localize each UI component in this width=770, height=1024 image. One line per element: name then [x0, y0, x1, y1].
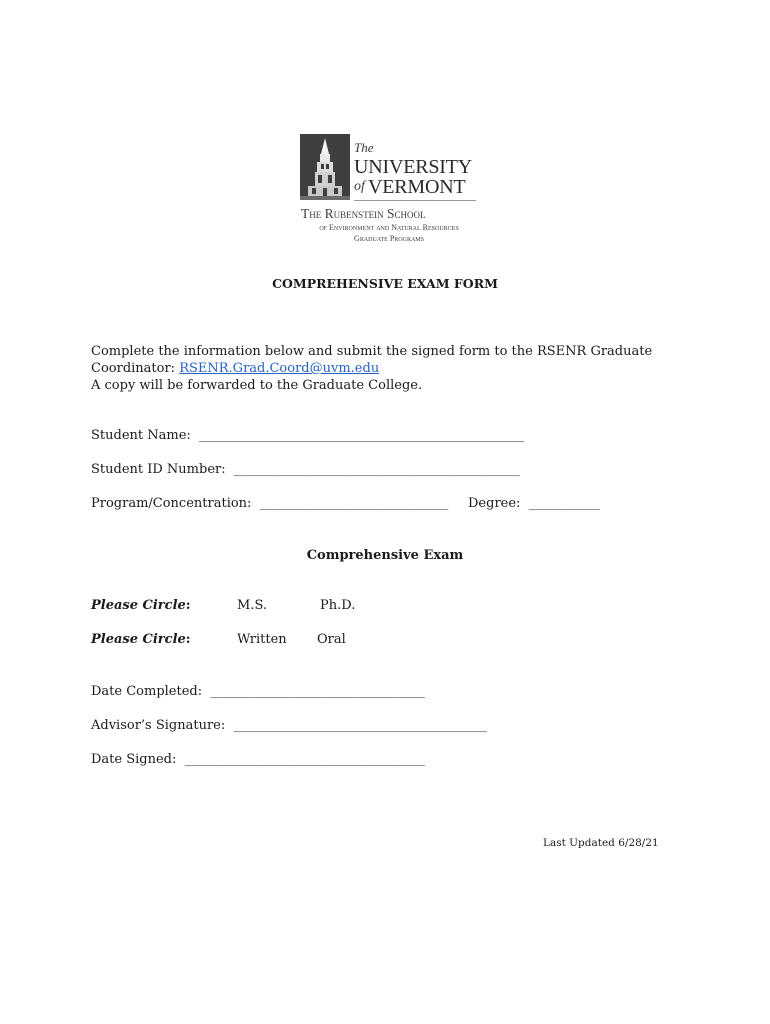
- circle-label-2: Please Circle: [91, 632, 186, 647]
- program-concentration-field[interactable]: Program/Concentration: _____________________________: [91, 496, 449, 511]
- circle-colon-2: :: [185, 632, 191, 647]
- circle-colon-1: :: [185, 598, 191, 613]
- advisor-signature-field[interactable]: Advisor’s Signature: _______________________________________: [91, 718, 488, 733]
- intro-line-1: Complete the information below and submit the signed form to the RSENR Graduate: [91, 344, 653, 359]
- clock-tower-icon: [300, 134, 350, 200]
- student-name-field[interactable]: Student Name: __________________________________________________: [91, 428, 525, 443]
- intro-line-2: [91, 360, 652, 377]
- logo-of: of: [354, 179, 365, 194]
- coordinator-email-link[interactable]: RSENR.Grad.Coord@uvm.edu: [179, 361, 380, 376]
- student-id-field[interactable]: Student ID Number: ____________________________________________: [91, 462, 520, 477]
- intro-line-3: A copy will be forwarded to the Graduate College.: [91, 378, 423, 393]
- logo-vermont: VERMONT: [368, 176, 466, 198]
- logo-the: The: [354, 140, 374, 155]
- option-oral[interactable]: Oral: [317, 632, 346, 647]
- logo-school-subtitle: of Environment and Natural Resources: [319, 223, 459, 232]
- logo-school-name: The Rubenstein School: [301, 206, 426, 221]
- degree-field[interactable]: Degree: ___________: [468, 496, 601, 511]
- form-title: COMPREHENSIVE EXAM FORM: [272, 276, 498, 291]
- option-ms[interactable]: M.S.: [237, 598, 268, 613]
- logo-graduate-programs: Graduate Programs: [354, 234, 424, 243]
- circle-degree-label: [91, 598, 191, 613]
- section-heading: Comprehensive Exam: [306, 548, 464, 563]
- option-phd[interactable]: Ph.D.: [320, 598, 356, 613]
- option-written[interactable]: Written: [237, 632, 287, 647]
- logo-divider: [354, 200, 476, 201]
- intro-paragraph: [91, 343, 652, 394]
- last-updated: Last Updated 6/28/21: [543, 837, 659, 849]
- circle-label-1: Please Circle: [91, 598, 186, 613]
- coordinator-label: Coordinator:: [91, 361, 180, 376]
- uvm-logo: [300, 134, 480, 250]
- date-completed-field[interactable]: Date Completed: _________________________________: [91, 684, 425, 699]
- logo-university: UNIVERSITY: [354, 156, 472, 178]
- circle-exam-type-label: [91, 632, 191, 647]
- date-signed-field[interactable]: Date Signed: _____________________________________: [91, 752, 426, 767]
